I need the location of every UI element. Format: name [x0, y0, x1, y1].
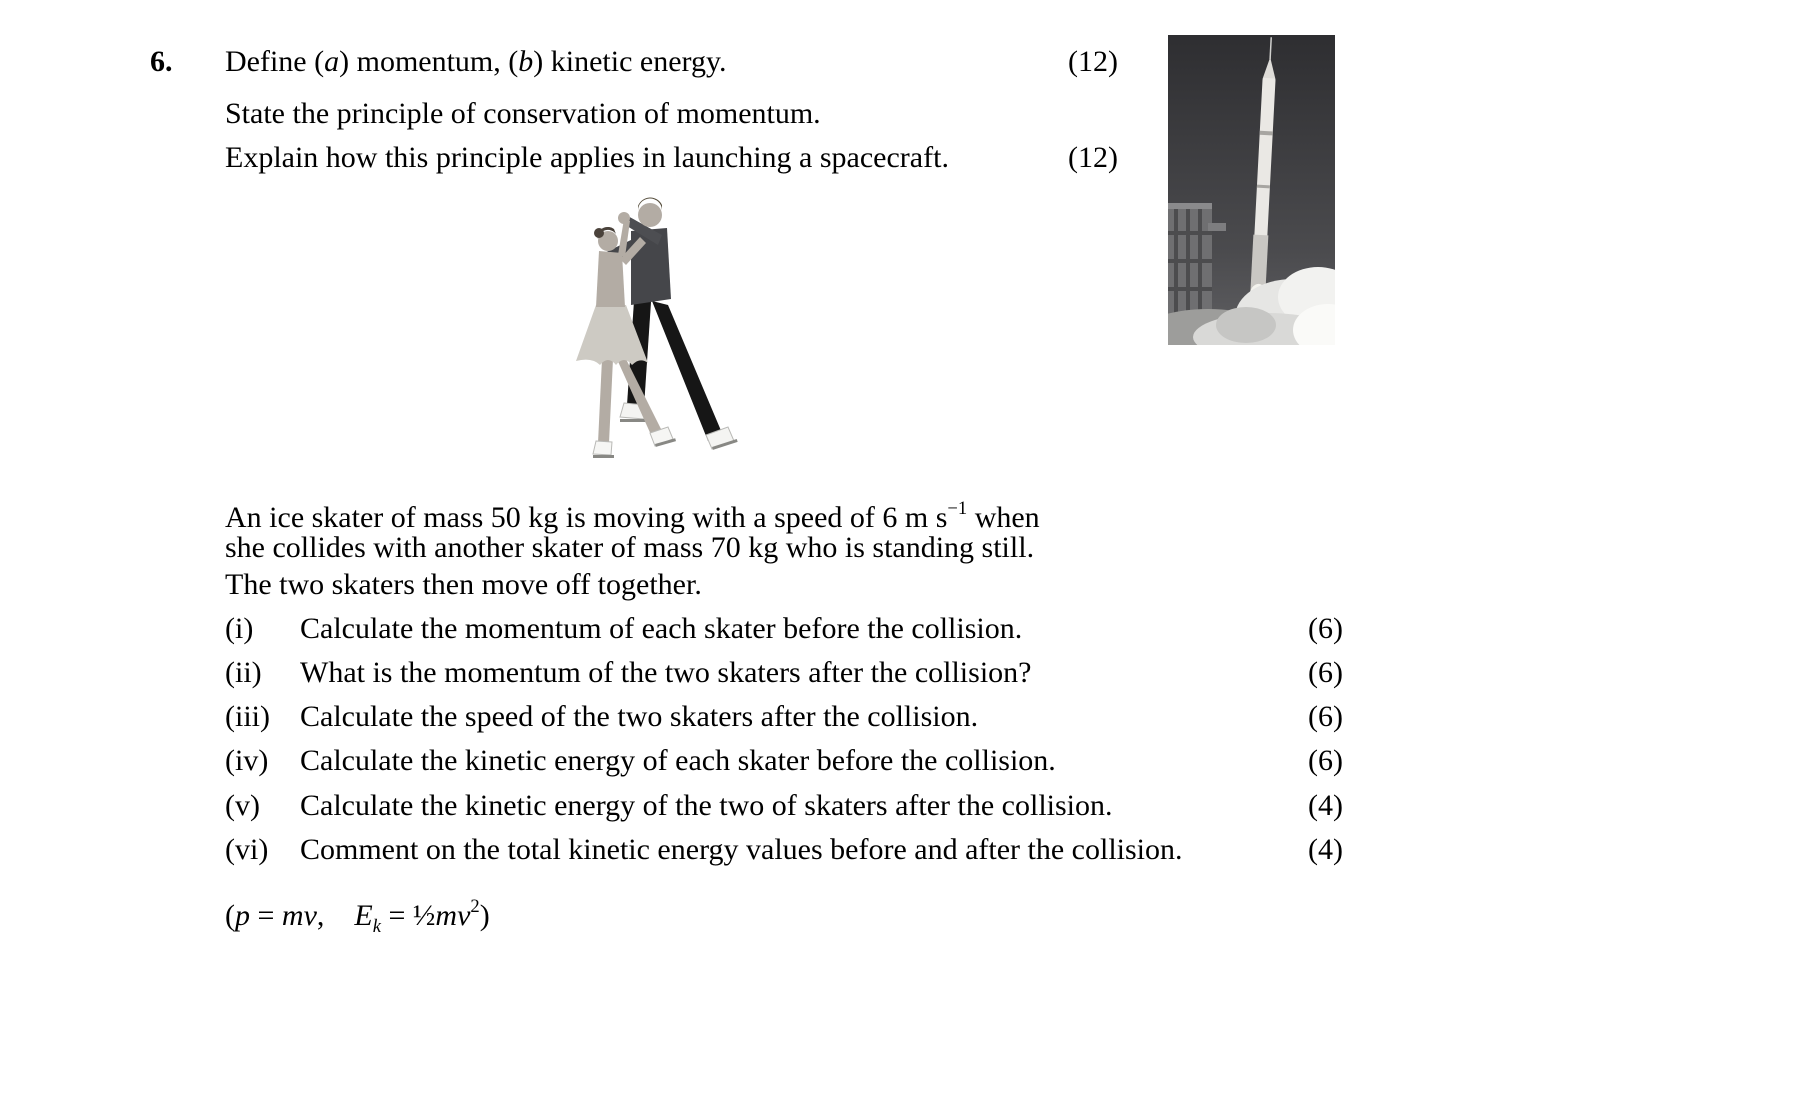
body-line1-tail: when [967, 501, 1040, 534]
item-numeral: (v) [225, 789, 260, 822]
header-part2: ) momentum, ( [339, 45, 519, 78]
question-header-line1 [225, 44, 727, 80]
item-numeral: (iii) [225, 700, 270, 733]
item-numeral: (ii) [225, 656, 262, 689]
list-item [0, 612, 1818, 652]
formula-mv-1: mv [281, 899, 317, 932]
header-letter-b: b [518, 45, 534, 78]
formula-E: E [354, 899, 373, 932]
item-text: Calculate the kinetic energy of the two of skaters after the collision. [300, 789, 1113, 822]
item-text: What is the momentum of the two skaters after the collision? [300, 656, 1032, 689]
formula-k-subscript: k [372, 916, 381, 937]
header-letter-a: a [324, 45, 340, 78]
rocket-launch-image [1168, 35, 1335, 345]
item-numeral: (i) [225, 612, 254, 645]
list-item [0, 656, 1818, 696]
ice-skaters-image [520, 195, 745, 490]
item-text: Calculate the kinetic energy of each skater before the collision. [300, 744, 1056, 777]
body-line1-superscript: −1 [947, 498, 968, 519]
list-item [0, 744, 1818, 784]
question-number: 6. [150, 45, 173, 78]
item-marks: (4) [1308, 789, 1343, 822]
item-numeral: (vi) [225, 833, 269, 866]
item-text: Calculate the momentum of each skater before the collision. [300, 612, 1023, 645]
item-marks: (4) [1308, 833, 1343, 866]
item-numeral: (iv) [225, 744, 269, 777]
item-marks: (6) [1308, 656, 1343, 689]
item-marks: (6) [1308, 744, 1343, 777]
item-marks: (6) [1308, 612, 1343, 645]
formula-equals-2: = ½ [381, 899, 436, 932]
marks-header-2: (12) [1068, 141, 1118, 174]
item-text: Comment on the total kinetic energy values before and after the collision. [300, 833, 1183, 866]
item-marks: (6) [1308, 700, 1343, 733]
formula-squared-superscript: 2 [470, 896, 480, 917]
formula-p: p [235, 899, 250, 932]
body-line3: The two skaters then move off together. [225, 568, 702, 601]
formula-open-paren: ( [225, 899, 235, 932]
formula [225, 898, 490, 938]
formula-close-paren: ) [479, 899, 490, 932]
item-text: Calculate the speed of the two skaters after the collision. [300, 700, 979, 733]
formula-mv-2: mv [435, 899, 471, 932]
question-header-line2: State the principle of conservation of momentum. [225, 97, 821, 130]
header-part1: Define ( [225, 45, 325, 78]
list-item [0, 833, 1818, 873]
body-line2: she collides with another skater of mass 70 kg who is standing still. [225, 531, 1035, 564]
list-item [0, 700, 1818, 740]
formula-comma: , [316, 899, 355, 932]
body-line1-text: An ice skater of mass 50 kg is moving with a speed of 6 m s [225, 501, 948, 534]
formula-equals-1: = [250, 899, 282, 932]
question-header-line3: Explain how this principle applies in launching a spacecraft. [225, 141, 949, 174]
list-item [0, 789, 1818, 829]
header-part3: ) kinetic energy. [533, 45, 727, 78]
marks-header: (12) [1068, 45, 1118, 78]
